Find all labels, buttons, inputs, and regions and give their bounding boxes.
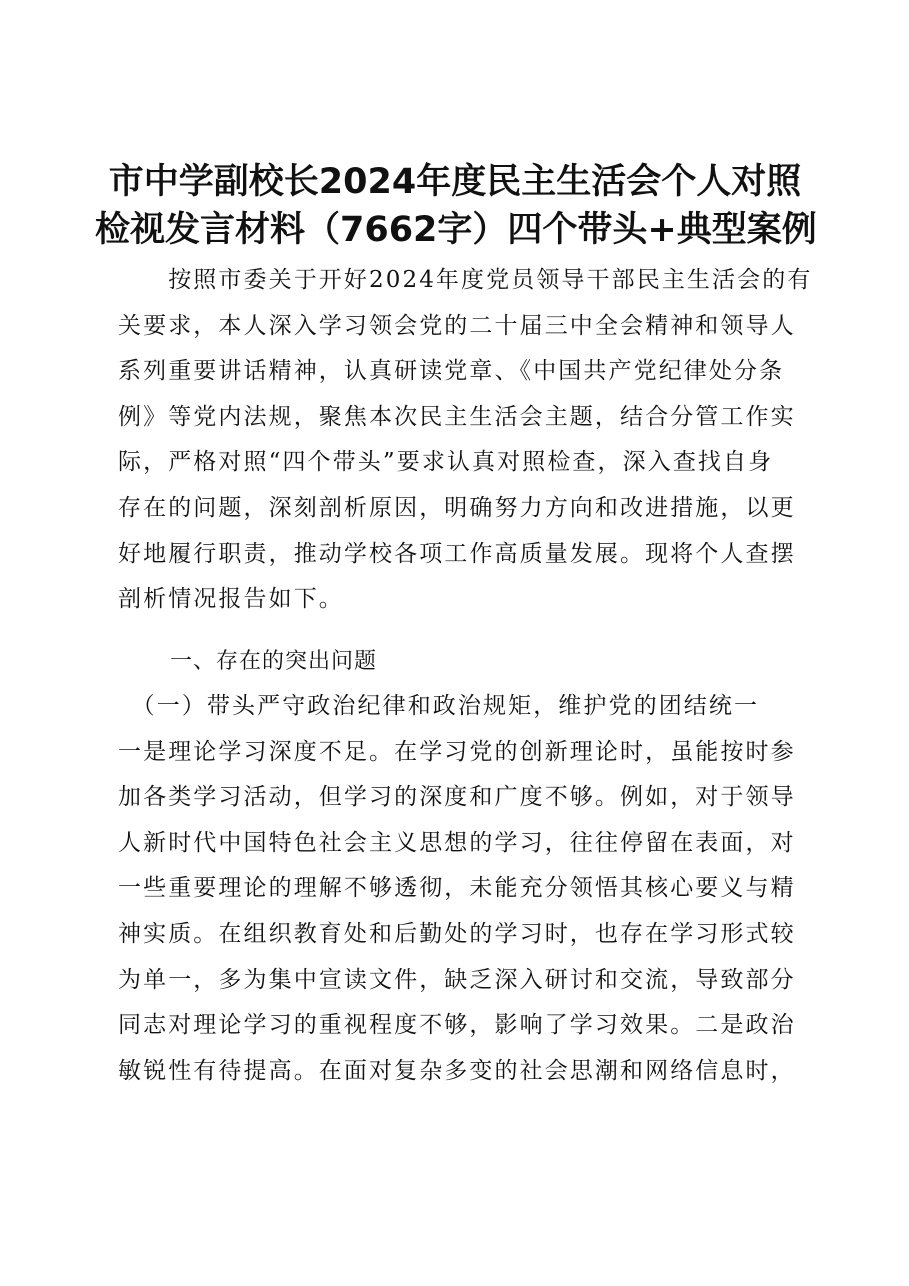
title-line: 检视发言材料（7662字）四个带头+典型案例 (95, 210, 817, 250)
text-line: 一是理论学习深度不足。在学习党的创新理论时，虽能按时参 (118, 738, 796, 765)
intro-paragraph (118, 258, 813, 623)
text-line: 神实质。在组织教育处和后勤处的学习时，也存在学习形式较 (118, 920, 796, 947)
section-heading: 一、存在的突出问题 (170, 649, 378, 674)
text-line: （一）带头严守政治纪律和政治规矩，维护党的团结统一 (118, 693, 760, 719)
text-line: 敏锐性有待提高。在面对复杂多变的社会思潮和网络信息时， (118, 1057, 796, 1084)
section-paragraph (118, 684, 798, 1094)
text-line: 例》等党内法规，聚焦本次民主生活会主题，结合分管工作实 (118, 403, 796, 430)
document-title (95, 158, 815, 254)
text-line: 好地履行职责，推动学校各项工作高质量发展。现将个人查摆 (118, 540, 796, 567)
text-line: 加各类学习活动，但学习的深度和广度不够。例如，对于领导 (118, 784, 796, 811)
text-line: 关要求，本人深入学习领会党的二十届三中全会精神和领导人 (118, 312, 796, 339)
text-line: 按照市委关于开好2024年度党员领导干部民主生活会的有 (118, 267, 813, 293)
text-line: 剖析情况报告如下。 (118, 586, 344, 613)
text-line: 存在的问题，深刻剖析原因，明确努力方向和改进措施，以更 (118, 494, 796, 521)
text-line: 系列重要讲话精神，认真研读党章、《中国共产党纪律处分条 (118, 358, 785, 385)
title-line: 市中学副校长2024年度民主生活会个人对照 (108, 162, 802, 202)
text-line: 同志对理论学习的重视程度不够，影响了学习效果。二是政治 (118, 1012, 796, 1039)
text-line: 为单一，多为集中宣读文件，缺乏深入研讨和交流，导致部分 (118, 966, 796, 993)
text-line: 人新时代中国特色社会主义思想的学习，往往停留在表面，对 (118, 829, 796, 856)
text-line: 际，严格对照“四个带头”要求认真对照检查，深入查找自身 (118, 449, 774, 476)
text-line: 一些重要理论的理解不够透彻，未能充分领悟其核心要义与精 (118, 875, 796, 902)
